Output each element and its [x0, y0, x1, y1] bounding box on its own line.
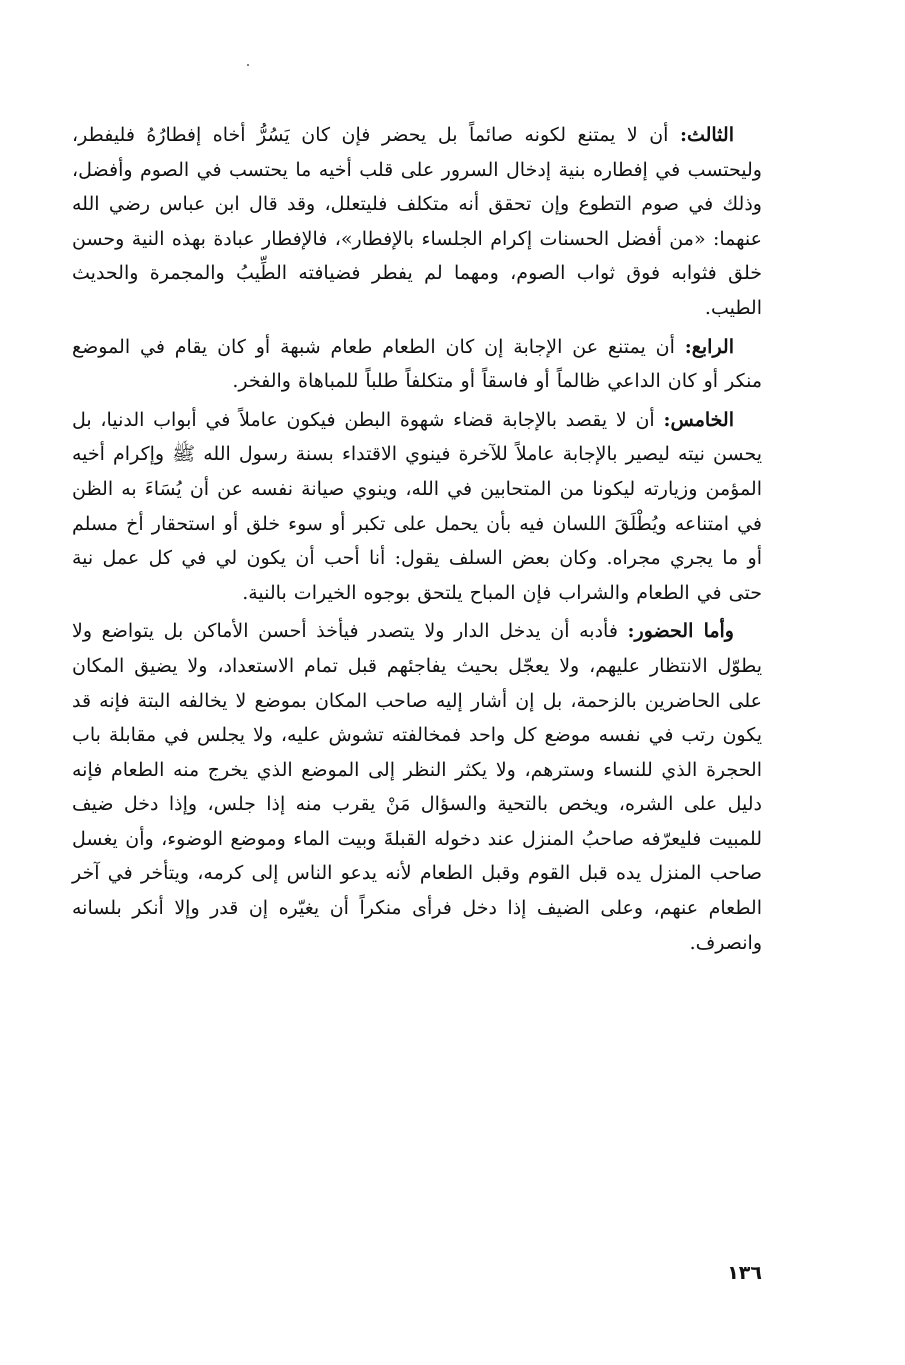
paragraph-lead: الرابع: — [684, 335, 734, 358]
paragraph-lead: الخامس: — [663, 408, 734, 431]
paragraph-third — [72, 118, 762, 326]
paragraph-fourth — [72, 330, 762, 399]
paragraph-attendance — [72, 614, 762, 960]
body-text — [72, 118, 762, 964]
paragraph-fifth — [72, 403, 762, 611]
page-number: ١٣٦ — [727, 1262, 762, 1284]
scan-speck — [247, 64, 249, 66]
paragraph-lead: الثالث: — [679, 124, 734, 146]
paragraph-text: أن لا يمتنع لكونه صائماً بل يحضر فإن كان يَسُرُّ أخاه إفطارُهُ فليفطر، وليحتسب في إفطاره بنية إدخال السرور على قلب أخيه ما يحتسب في الصوم وأفضل، وذلك في صوم التطوع وإن تحقق أنه متكلف فليتعلل، وقد قال ابن عباس رضي الله عنهما: «من أفضل الحسنات إكرام الجلساء بالإفطار»، فالإفطار عبادة بهذه النية وحسن خلق فثوابه فوق ثواب الصوم، ومهما لم يفطر فضيافته الطِّيبُ والمجمرة والحديث الطيب. — [72, 124, 762, 319]
paragraph-text: فأدبه أن يدخل الدار ولا يتصدر فيأخذ أحسن الأماكن بل يتواضع ولا يطوّل الانتظار عليهم، ولا يعجّل بحيث يفاجئهم قبل تمام الاستعداد، ولا يضيق المكان على الحاضرين بالزحمة، بل إن أشار إليه صاحب المكان بموضع لا يخالفه البتة فإنه قد يكون رتب في نفسه موضع كل واحد فمخالفته تشوش عليه، ولا يجلس في مقابلة باب الحجرة الذي للنساء وسترهم، ولا يكثر النظر إلى الموضع الذي يخرج منه الطعام فإنه دليل على الشره، ويخص بالتحية والسؤال مَنْ يقرب منه إذا جلس، وإذا دخل ضيف للمبيت فليعرّفه صاحبُ المنزل عند دخوله القبلةَ وبيت الماء وموضع الوضوء، وأن يغسل صاحب المنزل يده قبل القوم وقبل الطعام لأنه يدعو الناس إلى كرمه، ويتأخر في آخر الطعام عنهم، وعلى الضيف إذا دخل فرأى منكراً أن يغيّره إن قدر وإلا أنكر بلسانه وانصرف. — [72, 620, 762, 954]
paragraph-text: أن يمتنع عن الإجابة إن كان الطعام طعام شبهة أو كان يقام في الموضع منكر أو كان الداعي ظالماً أو فاسقاً أو متكلفاً طلباً للمباهاة والفخر. — [72, 335, 762, 393]
paragraph-lead: وأما الحضور: — [627, 620, 734, 643]
paragraph-text: أن لا يقصد بالإجابة قضاء شهوة البطن فيكون عاملاً في أبواب الدنيا، بل يحسن نيته ليصير بالإجابة عاملاً للآخرة فينوي الاقتداء بسنة رسول الله ﷺ وإكرام أخيه المؤمن وزيارته ليكونا من المتحابين في الله، وينوي صيانة نفسه عن أن يُسَاءَ به الظن في امتناعه ويُطْلَقَ اللسان فيه بأن يحمل على تكبر أو سوء خلق أو استحقار أخ مسلم أو ما يجري مجراه. وكان بعض السلف يقول: أنا أحب أن يكون لي في كل عمل نية حتى في الطعام والشراب فإن المباح يلتحق بوجوه الخيرات بالنية. — [72, 408, 762, 604]
